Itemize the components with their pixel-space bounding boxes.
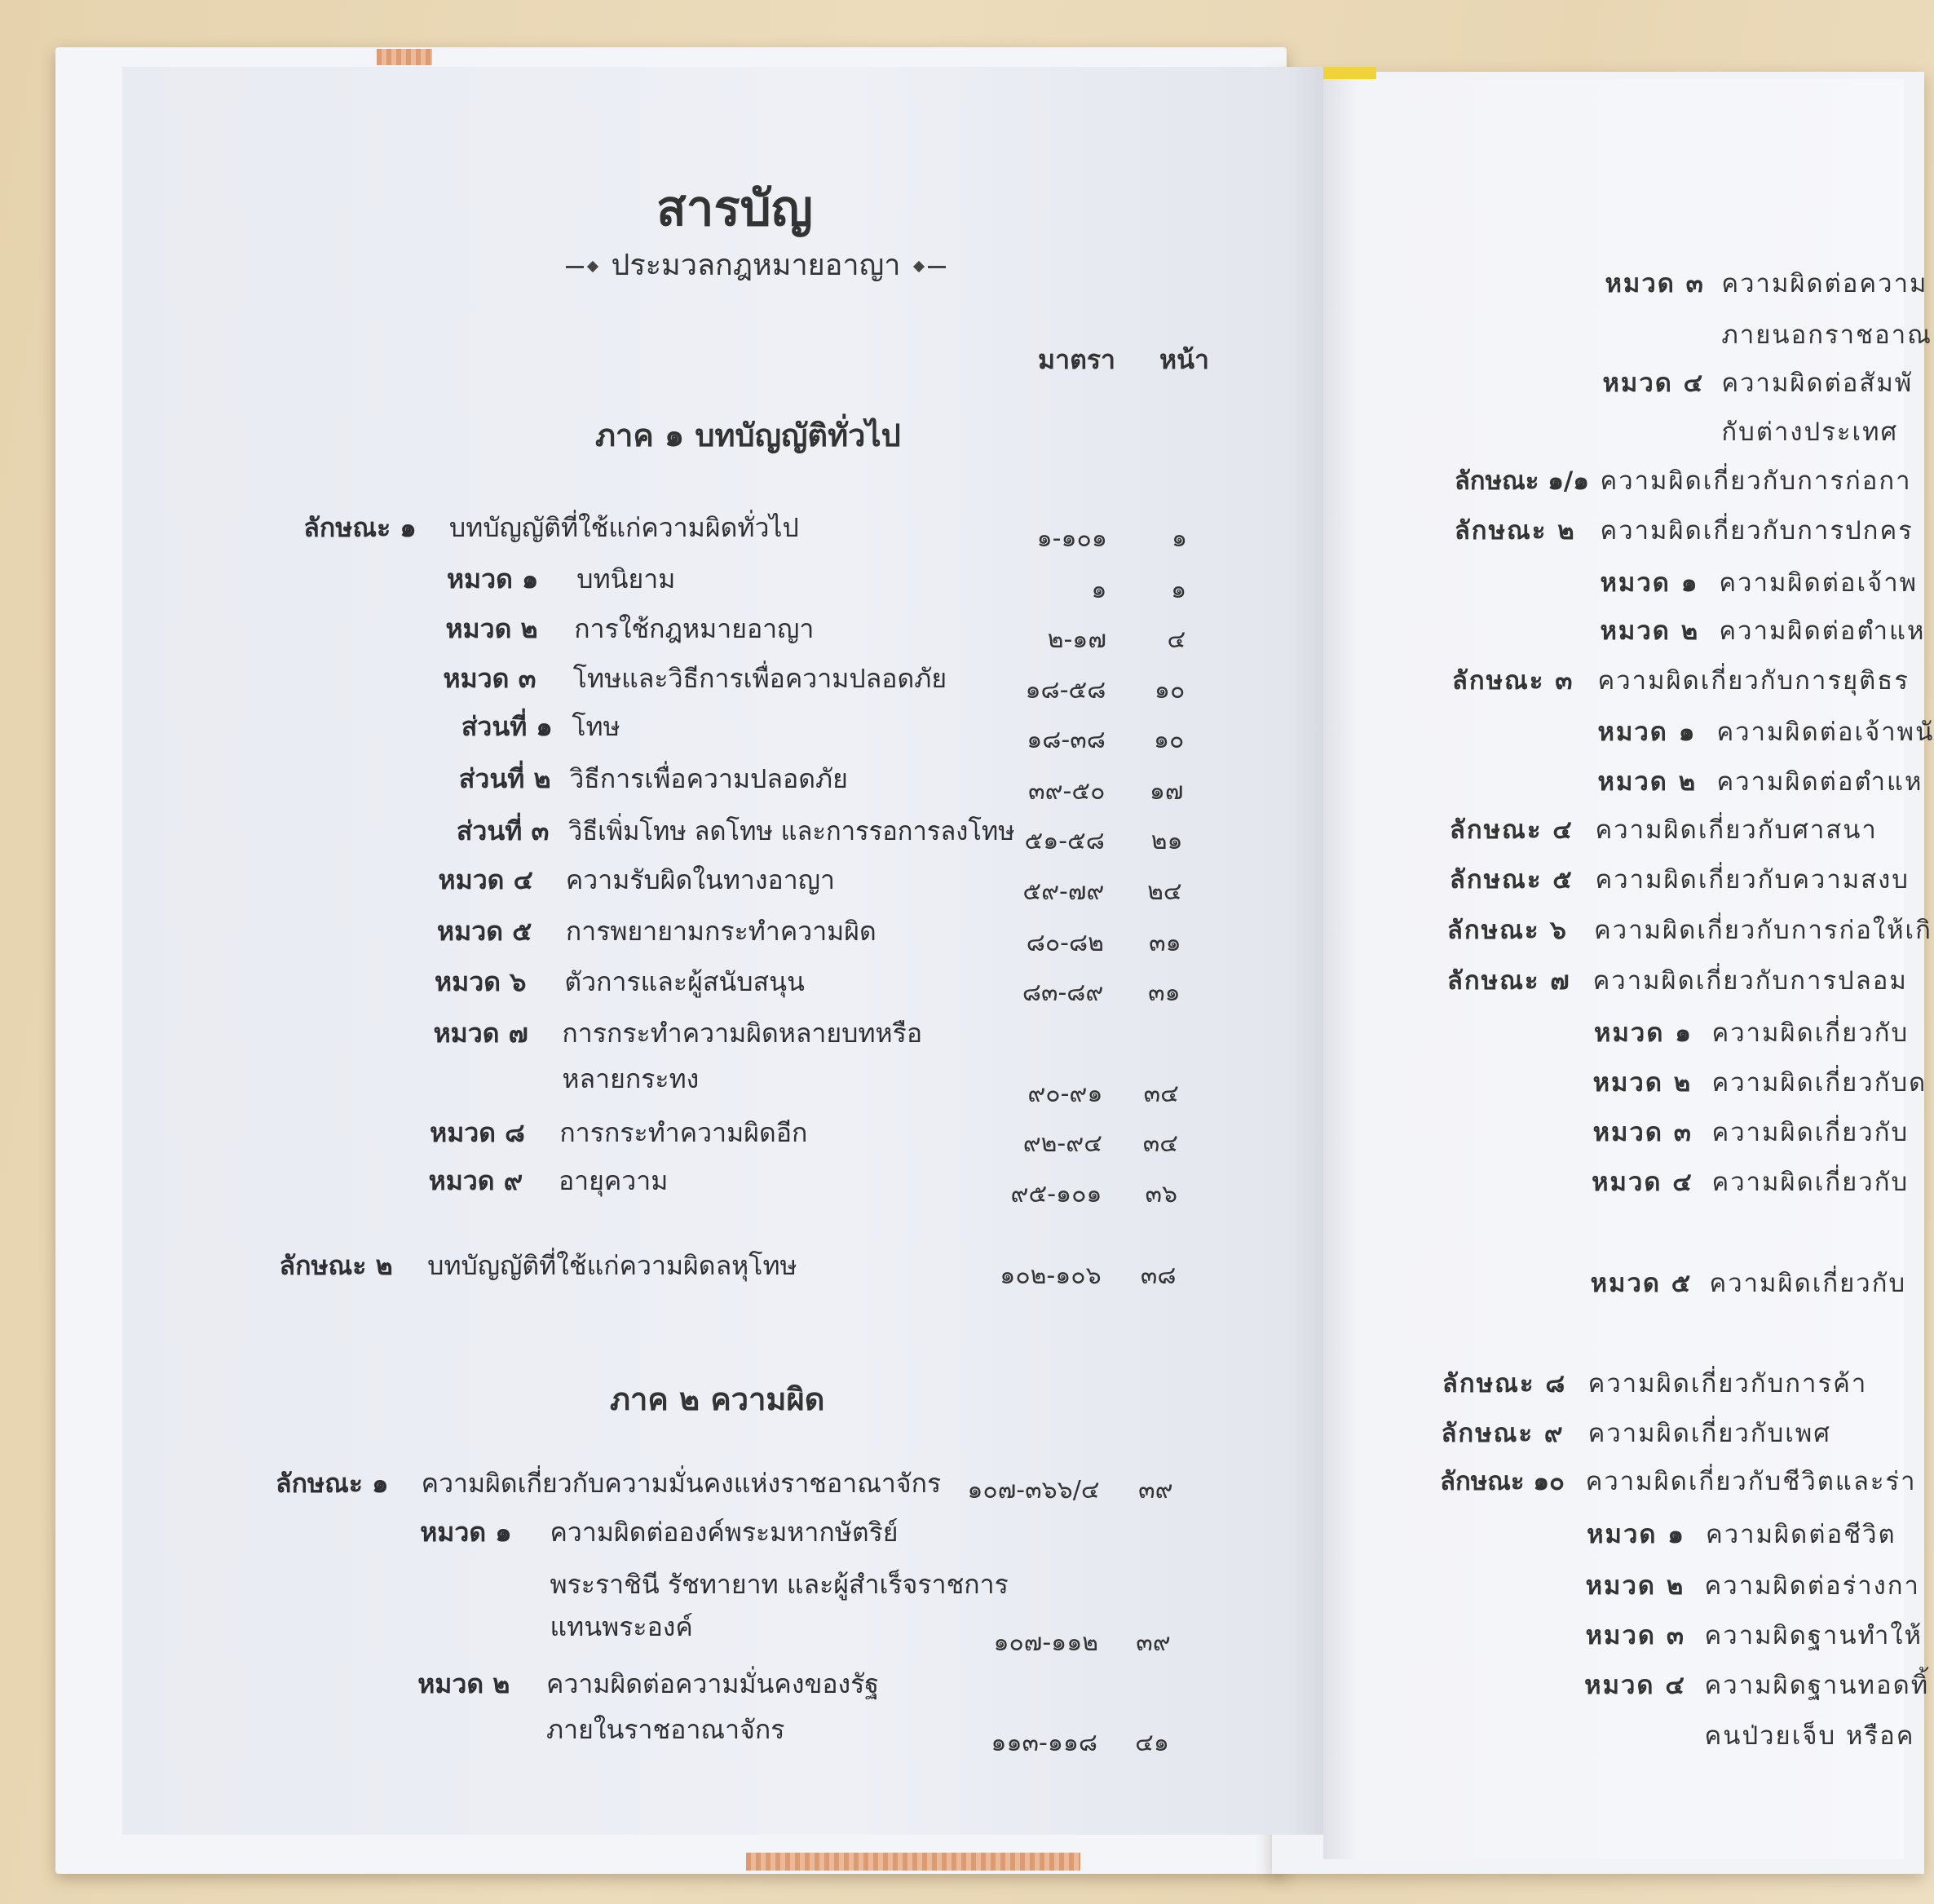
toc-row-label: ส่วนที่ ๑ xyxy=(461,711,553,743)
toc-row-title: แทนพระองค์ xyxy=(550,1610,693,1642)
toc-row-sections: ๑-๑๐๑ xyxy=(1036,524,1107,554)
toc-row-label: หมวด ๑ xyxy=(1594,1018,1693,1049)
toc-row-title: ความผิดฐานทำให้ xyxy=(1704,1620,1923,1650)
toc-row-title: ความผิดต่อความ xyxy=(1721,269,1928,299)
toc-row-label: ลักษณะ ๓ xyxy=(1451,666,1574,696)
toc-row-page: ๓๑ xyxy=(1149,928,1181,957)
toc-row-title: วิธีเพิ่มโทษ ลดโทษ และการรอการลงโทษ xyxy=(567,815,1015,847)
toc-row-page: ๑๐ xyxy=(1154,726,1185,755)
part-2-heading: ภาค ๒ ความผิด xyxy=(610,1381,825,1417)
toc-row-title: พระราชินี รัชทายาท และผู้สำเร็จราชการ xyxy=(550,1568,1009,1600)
toc-row-sections: ๙๒-๙๔ xyxy=(1022,1129,1102,1158)
toc-row-title: วิธีการเพื่อความปลอดภัย xyxy=(569,763,848,795)
toc-row-label: หมวด ๒ xyxy=(417,1668,510,1699)
right-page xyxy=(1323,79,1934,1859)
toc-row-sections: ๑๐๗-๑๑๒ xyxy=(993,1628,1099,1657)
toc-row-label: หมวด ๒ xyxy=(1585,1570,1685,1601)
toc-title: สารบัญ xyxy=(656,180,813,237)
toc-row-title: การพยายามกระทำความผิด xyxy=(565,915,876,947)
toc-row-title: ความผิดต่อสัมพั xyxy=(1721,369,1914,399)
toc-row-label: ลักษณะ ๙ xyxy=(1441,1419,1565,1449)
toc-row-sections: ๕๑-๕๘ xyxy=(1024,826,1105,855)
toc-row-sections: ๒-๑๗ xyxy=(1047,625,1106,654)
toc-row-page: ๑๗ xyxy=(1149,776,1184,806)
toc-row-label: หมวด ๔ xyxy=(1584,1670,1686,1700)
toc-row-title: ความผิดต่อชีวิต xyxy=(1706,1520,1896,1550)
toc-row-title: ความผิดต่อองค์พระมหากษัตริย์ xyxy=(550,1516,899,1548)
toc-row-label: ลักษณะ ๑ xyxy=(276,1468,389,1500)
toc-row-page: ๓๙ xyxy=(1138,1476,1173,1505)
toc-row-title: ความผิดต่อเจ้าพ xyxy=(1719,568,1919,598)
toc-row-label: ส่วนที่ ๓ xyxy=(456,815,550,847)
toc-row-page: ๓๔ xyxy=(1143,1079,1179,1108)
toc-row-title: ความผิดเกี่ยวกับความสงบ xyxy=(1595,865,1910,895)
toc-row-label: ส่วนที่ ๒ xyxy=(458,763,551,795)
toc-row-title: ความผิดเกี่ยวกับความมั่นคงแห่งราชอาณาจักร xyxy=(421,1468,942,1500)
toc-row-label: หมวด ๑ xyxy=(1587,1520,1685,1550)
toc-row-title: คนป่วยเจ็บ หรือค xyxy=(1704,1721,1915,1752)
toc-row-label: หมวด ๒ xyxy=(1597,766,1698,797)
toc-row-page: ๓๔ xyxy=(1142,1129,1178,1158)
toc-row-label: หมวด ๓ xyxy=(1592,1118,1693,1148)
toc-row-page: ๑ xyxy=(1171,575,1187,604)
toc-row-title: ความผิดต่อเจ้าพนั xyxy=(1716,717,1934,747)
ornament-right-icon xyxy=(910,249,946,282)
toc-row-title: บทบัญญัติที่ใช้แก่ความผิดลหุโทษ xyxy=(427,1250,797,1282)
toc-row-label: ลักษณะ ๗ xyxy=(1446,966,1571,996)
toc-row-label: หมวด ๓ xyxy=(443,662,536,694)
toc-row-sections: ๙๐-๙๑ xyxy=(1027,1079,1103,1108)
toc-row-page: ๓๘ xyxy=(1140,1261,1177,1290)
toc-row-label: ลักษณะ ๖ xyxy=(1446,915,1568,945)
toc-row-title: ความผิดเกี่ยวกับชีวิตและร่า xyxy=(1585,1466,1917,1496)
toc-row-sections: ๙๕-๑๐๑ xyxy=(1010,1180,1102,1209)
toc-row-title: ความผิดฐานทอดทิ้ xyxy=(1704,1670,1930,1700)
toc-row-label: ลักษณะ ๑/๑ xyxy=(1454,466,1589,496)
column-header-page: หน้า xyxy=(1159,344,1209,375)
toc-row-label: ลักษณะ ๔ xyxy=(1449,815,1574,846)
toc-row-page: ๒๔ xyxy=(1147,877,1182,907)
toc-row-page: ๓๖ xyxy=(1145,1180,1178,1209)
toc-row-label: หมวด ๓ xyxy=(1605,269,1705,299)
toc-row-sections: ๑๐๗-๓๖๖/๔ xyxy=(967,1476,1100,1505)
toc-row-label: หมวด ๘ xyxy=(430,1116,525,1148)
toc-row-title: ความผิดเกี่ยวกับด xyxy=(1711,1068,1927,1098)
toc-row-sections: ๑ xyxy=(1091,575,1107,604)
toc-row-title: ความผิดเกี่ยวกับ xyxy=(1709,1268,1907,1298)
toc-row-title: ความผิดเกี่ยวกับการก่อกา xyxy=(1600,466,1912,496)
toc-row-title: ความผิดต่อตำแห xyxy=(1719,616,1926,647)
toc-row-label: หมวด ๒ xyxy=(1592,1068,1693,1098)
toc-row-page: ๓๙ xyxy=(1136,1628,1171,1657)
toc-row-title: ความผิดต่อตำแห xyxy=(1716,766,1923,797)
toc-row-label: หมวด ๖ xyxy=(435,966,527,998)
toc-row-label: หมวด ๔ xyxy=(1592,1168,1693,1198)
toc-row-sections: ๑๘-๓๘ xyxy=(1027,726,1106,755)
toc-row-sections: ๓๙-๕๐ xyxy=(1028,776,1106,806)
toc-row-label: ลักษณะ ๑๐ xyxy=(1439,1466,1565,1496)
toc-row-label: หมวด ๑ xyxy=(446,563,539,594)
toc-row-label: หมวด ๙ xyxy=(428,1165,523,1197)
toc-row-sections: ๘๐-๘๒ xyxy=(1026,928,1104,957)
toc-row-title: ความผิดเกี่ยวกับศาสนา xyxy=(1595,815,1878,846)
column-header-sections: มาตรา xyxy=(1038,344,1115,375)
toc-row-title: ความผิดเกี่ยวกับการยุติธร xyxy=(1597,666,1910,696)
toc-row-title: การกระทำความผิดอีก xyxy=(559,1116,808,1148)
toc-row-label: หมวด ๗ xyxy=(433,1017,528,1049)
toc-row-title: ความผิดเกี่ยวกับการปกคร xyxy=(1600,515,1914,546)
toc-row-title: ความผิดเกี่ยวกับ xyxy=(1711,1118,1910,1148)
toc-row-title: ความรับผิดในทางอาญา xyxy=(565,864,835,895)
toc-row-title: ความผิดเกี่ยวกับการค้า xyxy=(1587,1369,1868,1399)
toc-row-sections: ๕๙-๗๙ xyxy=(1022,877,1105,907)
toc-row-label: ลักษณะ ๑ xyxy=(303,512,417,544)
toc-subtitle-line xyxy=(430,248,1082,283)
toc-row-title: กับต่างประเทศ xyxy=(1721,417,1899,448)
toc-row-title: ความผิดเกี่ยวกับ xyxy=(1711,1168,1910,1198)
ornament-left-icon xyxy=(566,249,602,282)
toc-row-title: การใช้กฎหมายอาญา xyxy=(574,612,815,644)
toc-row-label: หมวด ๓ xyxy=(1585,1620,1686,1650)
toc-row-title: ความผิดเกี่ยวกับเพศ xyxy=(1587,1419,1831,1449)
toc-row-label: ลักษณะ ๕ xyxy=(1449,865,1574,895)
toc-row-title: บทบัญญัติที่ใช้แก่ความผิดทั่วไป xyxy=(448,512,799,544)
binding-tape-top xyxy=(377,49,432,65)
toc-subtitle: ประมวลกฎหมายอาญา xyxy=(611,249,901,282)
toc-row-label: หมวด ๔ xyxy=(1602,369,1705,399)
toc-row-label: หมวด ๕ xyxy=(1590,1268,1693,1298)
toc-row-title: ความผิดเกี่ยวกับการก่อให้เกิ xyxy=(1594,915,1932,945)
binding-tape-bottom xyxy=(746,1853,1080,1871)
toc-row-page: ๒๑ xyxy=(1150,826,1183,855)
toc-row-title: โทษและวิธีการเพื่อความปลอดภัย xyxy=(572,662,947,694)
toc-row-label: ลักษณะ ๒ xyxy=(279,1250,393,1282)
toc-row-title: ความผิดเกี่ยวกับ xyxy=(1711,1018,1910,1049)
toc-row-label: หมวด ๑ xyxy=(1597,717,1697,747)
toc-row-page: ๑ xyxy=(1172,524,1188,554)
toc-row-title: บทนิยาม xyxy=(576,563,676,594)
toc-row-title: ความผิดต่อร่างกา xyxy=(1704,1570,1920,1601)
toc-row-label: ลักษณะ ๘ xyxy=(1442,1369,1567,1399)
toc-row-label: หมวด ๒ xyxy=(1600,616,1700,647)
toc-row-title: ภายในราชอาณาจักร xyxy=(546,1714,785,1746)
toc-row-page: ๔๑ xyxy=(1135,1729,1169,1758)
left-page xyxy=(122,67,1323,1835)
toc-row-title: การกระทำความผิดหลายบทหรือ xyxy=(562,1017,923,1049)
toc-row-title: ภายนอกราชอาณ xyxy=(1721,320,1932,350)
toc-row-sections: ๑๘-๕๘ xyxy=(1025,676,1106,705)
toc-row-label: ลักษณะ ๒ xyxy=(1454,515,1576,546)
toc-row-page: ๓๑ xyxy=(1148,978,1181,1007)
toc-row-title: อายุความ xyxy=(558,1165,669,1197)
toc-row-sections: ๘๓-๘๙ xyxy=(1022,978,1104,1007)
toc-row-title: หลายกระทง xyxy=(562,1063,700,1095)
toc-row-label: หมวด ๑ xyxy=(420,1516,512,1548)
toc-row-title: ตัวการและผู้สนับสนุน xyxy=(564,966,805,998)
toc-row-label: หมวด ๔ xyxy=(438,864,533,895)
part-1-heading: ภาค ๑ บทบัญญัติทั่วไป xyxy=(595,417,901,453)
toc-row-title: ความผิดเกี่ยวกับการปลอม xyxy=(1592,966,1908,996)
toc-row-page: ๑๐ xyxy=(1154,676,1186,705)
toc-row-sections: ๑๐๒-๑๐๖ xyxy=(1000,1261,1102,1290)
toc-row-label: หมวด ๒ xyxy=(445,612,538,644)
toc-row-title: โทษ xyxy=(572,711,620,743)
toc-row-label: หมวด ๕ xyxy=(437,915,532,947)
toc-row-page: ๔ xyxy=(1167,625,1186,654)
toc-row-title: ความผิดต่อความมั่นคงของรัฐ xyxy=(546,1668,880,1699)
toc-row-label: หมวด ๑ xyxy=(1600,568,1699,598)
toc-row-sections: ๑๑๓-๑๑๘ xyxy=(991,1729,1098,1758)
